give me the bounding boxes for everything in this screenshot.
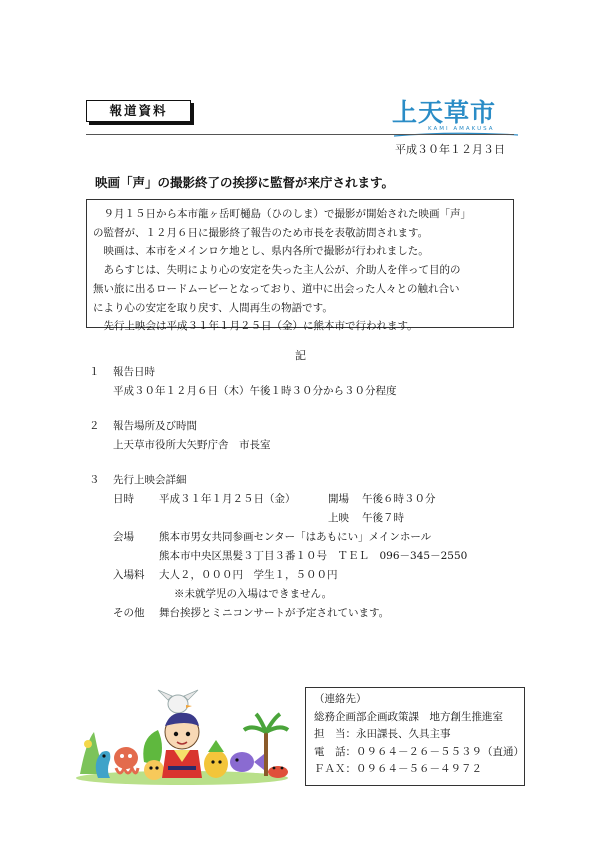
fee-note: ※未就学児の入場はできません。 [174, 588, 333, 600]
header-divider [86, 134, 514, 135]
bird-icon [158, 690, 198, 713]
venue-label: 会場 [113, 531, 134, 543]
datetime-label: 日時 [113, 493, 134, 505]
mascot-illustration [74, 682, 292, 786]
summary-line: 映画は、本市をメインロケ地とし、県内各所で撮影が行われました。 [103, 245, 429, 258]
fee-value: 大人２，０００円 学生１，５００円 [159, 569, 338, 581]
fee-label: 入場料 [113, 569, 145, 581]
venue-name: 熊本市男女共同参画センター「はあもにい」メインホール [159, 531, 432, 543]
summary-line: ９月１５日から本市龍ヶ岳町樋島（ひのしま）で撮影が開始された映画「声」 [103, 208, 471, 220]
open-time: 午後６時３０分 [362, 493, 436, 505]
section-1-heading: 報告日時 [113, 366, 155, 378]
contact-heading: （連絡先） [314, 693, 367, 705]
contact-box [305, 687, 525, 786]
show-label: 上映 [328, 512, 349, 524]
datetime-value: 平成３１年１月２５日（金） [159, 493, 296, 505]
show-time: 午後７時 [362, 512, 404, 524]
fish-character-icon [230, 752, 264, 772]
logo-swoosh-icon [392, 130, 520, 140]
section-2-number: ２ [89, 420, 100, 432]
section-1-body: 平成３０年１２月６日（木）午後１時３０分から３０分程度 [113, 385, 397, 397]
other-label: その他 [113, 607, 145, 619]
crab-icon [268, 766, 288, 778]
section-2-heading: 報告場所及び時間 [113, 420, 197, 432]
venue-address: 熊本市中央区黒髪３丁目３番１０号 ＴＥＬ 096－345－2550 [159, 550, 468, 562]
summary-line: 先行上映会は平成３１年１月２５日（金）に熊本市で行われます。 [103, 320, 418, 333]
contact-person: 担 当：永田課長、久具主事 [314, 728, 451, 740]
section-3-heading: 先行上映会詳細 [113, 474, 187, 486]
other-value: 舞台挨拶とミニコンサートが予定されています。 [159, 607, 390, 619]
pineapple-icon [204, 740, 228, 778]
page-title: 映画「声」の撮影終了の挨拶に監督が来庁されます。 [95, 175, 395, 190]
section-1-number: １ [89, 366, 100, 378]
summary-line: 無い旅に出るロードムービーとなっており、道中に出会った人々との触れ合い [93, 282, 460, 295]
summary-line: により心の安定を取り戻す、人間再生の物語です。 [93, 301, 333, 314]
logo-wordmark: 上天草市 [392, 98, 497, 127]
main-character-icon [162, 713, 202, 778]
logo-subtext: KAMI AMAKUSA [428, 126, 495, 132]
contact-phone: 電 話：０９６４－２６－５５３９（直通） [314, 745, 524, 758]
open-label: 開場 [328, 493, 349, 505]
octopus-icon [114, 747, 138, 773]
section-2-body: 上天草市役所大矢野庁舎 市長室 [113, 439, 271, 451]
section-3-number: ３ [89, 474, 100, 486]
release-date: 平成３０年１２月３日 [395, 143, 505, 156]
contact-fax: ＦＡＸ：０９６４－５６－４９７２ [314, 763, 482, 775]
summary-line: の監督が、１２月６日に撮影終了報告のため市長を表敬訪問されます。 [93, 226, 429, 239]
leaf-character-icon [143, 730, 164, 780]
summary-box [86, 199, 514, 333]
notes-marker: 記 [295, 349, 306, 362]
summary-line: あらすじは、失明により心の安定を失った主人公が、介助人を伴って目的の [103, 264, 461, 277]
press-release-label: 報道資料 [86, 100, 191, 122]
contact-department: 総務企画部企画政策課 地方創生推進室 [314, 710, 503, 723]
